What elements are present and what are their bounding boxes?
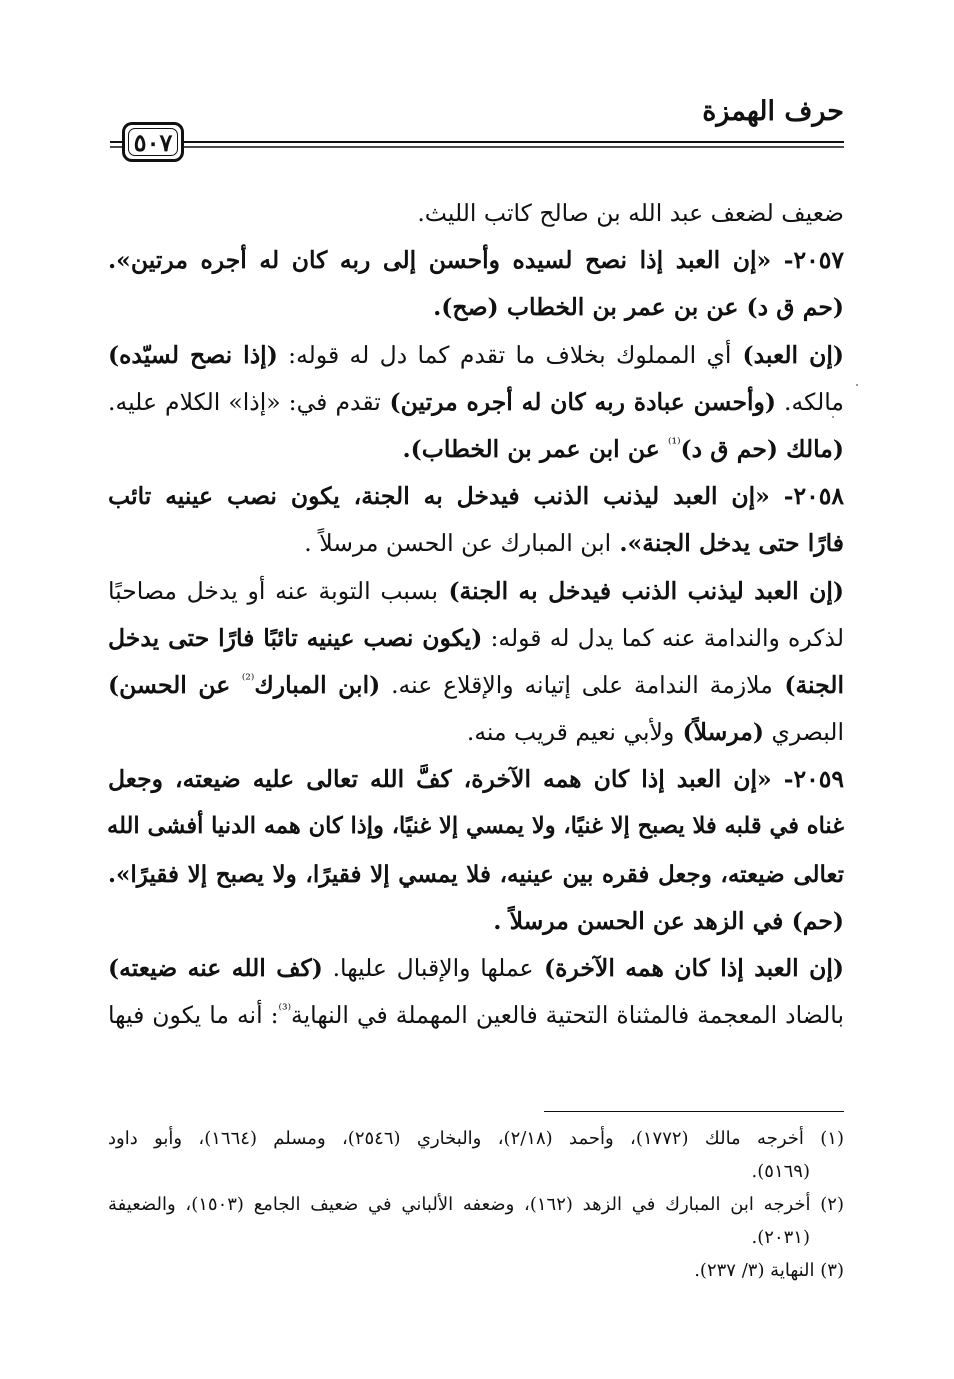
text-segment: أي المملوك بخلاف ما تقدم كما دل له قوله: bbox=[277, 340, 732, 369]
footnote-line: (١) أخرجه مالك (١٧٧٢)، وأحمد (٢/١٨)، والبخاري (٢٥٤٦)، ومسلم (١٦٦٤)، وأبو داود bbox=[108, 1128, 844, 1149]
text-line bbox=[108, 473, 844, 520]
text-segment: ولأبي نعيم قريب منه. bbox=[466, 718, 675, 747]
page-number-text: ٥٠٧ bbox=[133, 127, 173, 157]
bold-segment: (حم ق د) عن بن عمر بن الخطاب (صح). bbox=[433, 293, 844, 322]
bold-segment: (إن العبد ليذنب الذنب فيدخل به الجنة) bbox=[438, 576, 845, 605]
bold-segment: (يكون نصب عينيه تائبًا فارًا حتى يدخل bbox=[108, 623, 483, 652]
text-segment: تقدم في: «إذا» الكلام عليه. bbox=[108, 387, 381, 416]
bold-segment: (إن العبد) bbox=[731, 340, 845, 369]
bold-segment: عن الحسن) bbox=[108, 670, 242, 699]
text-line bbox=[108, 568, 844, 615]
scan-speck bbox=[856, 384, 858, 386]
text-line bbox=[108, 662, 844, 709]
text-line bbox=[108, 992, 844, 1039]
text-line bbox=[108, 898, 844, 945]
text-segment: ملازمة الندامة على إتيانه والإقلاع عنه. bbox=[380, 670, 773, 699]
footnote-marker: ⁽²⁾ bbox=[241, 672, 255, 689]
text-line bbox=[108, 709, 844, 756]
bold-segment: ٢٠٥٨- «إن العبد ليذنب الذنب فيدخل به الجنة، يكون نصب عينيه تائب bbox=[108, 482, 844, 511]
text-line bbox=[108, 803, 844, 850]
text-line bbox=[108, 379, 844, 426]
text-line bbox=[108, 190, 844, 237]
bold-segment: تعالى ضيعته، وجعل فقره بين عينيه، فلا يمسي إلا فقيرًا، ولا يصبح إلا فقيرًا». bbox=[108, 860, 844, 888]
footnote-separator bbox=[544, 1111, 844, 1112]
footnote-marker: ⁽³⁾ bbox=[278, 1002, 292, 1019]
main-text bbox=[108, 190, 844, 1039]
text-segment: مالكه. bbox=[775, 387, 844, 416]
chapter-title: حرف الهمزة bbox=[702, 96, 844, 127]
bold-segment: (حم) في الزهد عن الحسن مرسلاً . bbox=[493, 906, 844, 935]
footnotes bbox=[108, 1122, 844, 1287]
text-segment: عملها والإقبال عليها. bbox=[322, 954, 534, 982]
text-segment: بالضاد المعجمة فالمثناة التحتية فالعين المهملة في النهاية bbox=[291, 1001, 844, 1030]
bold-segment: غناه في قلبه فلا يصبح إلا غنيًا، ولا يمسي إلا غنيًا، وإذا كان همه الدنيا أفشى الله bbox=[107, 813, 844, 840]
text-line bbox=[108, 237, 844, 284]
bold-segment: فارًا حتى يدخل الجنة». bbox=[611, 529, 844, 558]
text-line bbox=[108, 615, 844, 662]
bold-segment: عن ابن عمر بن الخطاب). bbox=[402, 434, 668, 463]
bold-segment: (كف الله عنه ضيعته) bbox=[108, 954, 323, 982]
text-segment: ضعيف لضعف عبد الله بن صالح كاتب الليث. bbox=[417, 199, 844, 227]
bold-segment: (ابن المبارك bbox=[254, 670, 381, 699]
text-segment: البصري bbox=[764, 718, 844, 747]
text-segment: بسبب التوبة عنه أو يدخل مصاحبًا bbox=[108, 576, 439, 605]
bold-segment: ٢٠٥٩- «إن العبد إذا كان همه الآخرة، كفَّ الله تعالى عليه ضيعته، وجعل bbox=[108, 765, 844, 794]
text-line bbox=[108, 756, 844, 803]
double-rule-line bbox=[110, 140, 844, 150]
text-line bbox=[108, 426, 844, 473]
text-segment: لذكره والندامة عنه كما يدل له قوله: bbox=[482, 623, 844, 652]
footnote-marker: ⁽¹⁾ bbox=[667, 436, 681, 453]
footnote-line: (٢٠٣١). bbox=[751, 1227, 810, 1248]
footnote-line: (٢) أخرجه ابن المبارك في الزهد (١٦٢)، وضعفه الألباني في ضعيف الجامع (١٥٠٣)، والضعيفة bbox=[108, 1194, 844, 1215]
text-line bbox=[108, 284, 844, 331]
bold-segment: (وأحسن عبادة ربه كان له أجره مرتين) bbox=[380, 387, 776, 416]
bold-segment: الجنة) bbox=[772, 670, 844, 699]
bold-segment: (مرسلاً) bbox=[674, 718, 764, 747]
page-number bbox=[122, 122, 184, 162]
text-line bbox=[108, 851, 844, 898]
bold-segment: (إذا نصح لسيّده) bbox=[108, 340, 278, 369]
text-segment: ابن المبارك عن الحسن مرسلاً . bbox=[304, 529, 612, 558]
footnote-line: (٥١٦٩). bbox=[751, 1161, 810, 1182]
text-line bbox=[108, 520, 844, 567]
header-rule bbox=[110, 140, 844, 150]
bold-segment: (مالك (حم ق د) bbox=[680, 434, 844, 463]
scan-speck bbox=[832, 416, 834, 418]
text-line bbox=[108, 945, 844, 992]
text-line bbox=[108, 332, 844, 379]
text-segment: : أنه ما يكون فيها bbox=[108, 1001, 279, 1030]
bold-segment: (إن العبد إذا كان همه الآخرة) bbox=[533, 954, 845, 982]
footnote-line: (٣) النهاية (٣/ ٢٣٧). bbox=[694, 1260, 844, 1281]
bold-segment: ٢٠٥٧- «إن العبد إذا نصح لسيده وأحسن إلى ربه كان له أجره مرتين». bbox=[108, 246, 844, 275]
